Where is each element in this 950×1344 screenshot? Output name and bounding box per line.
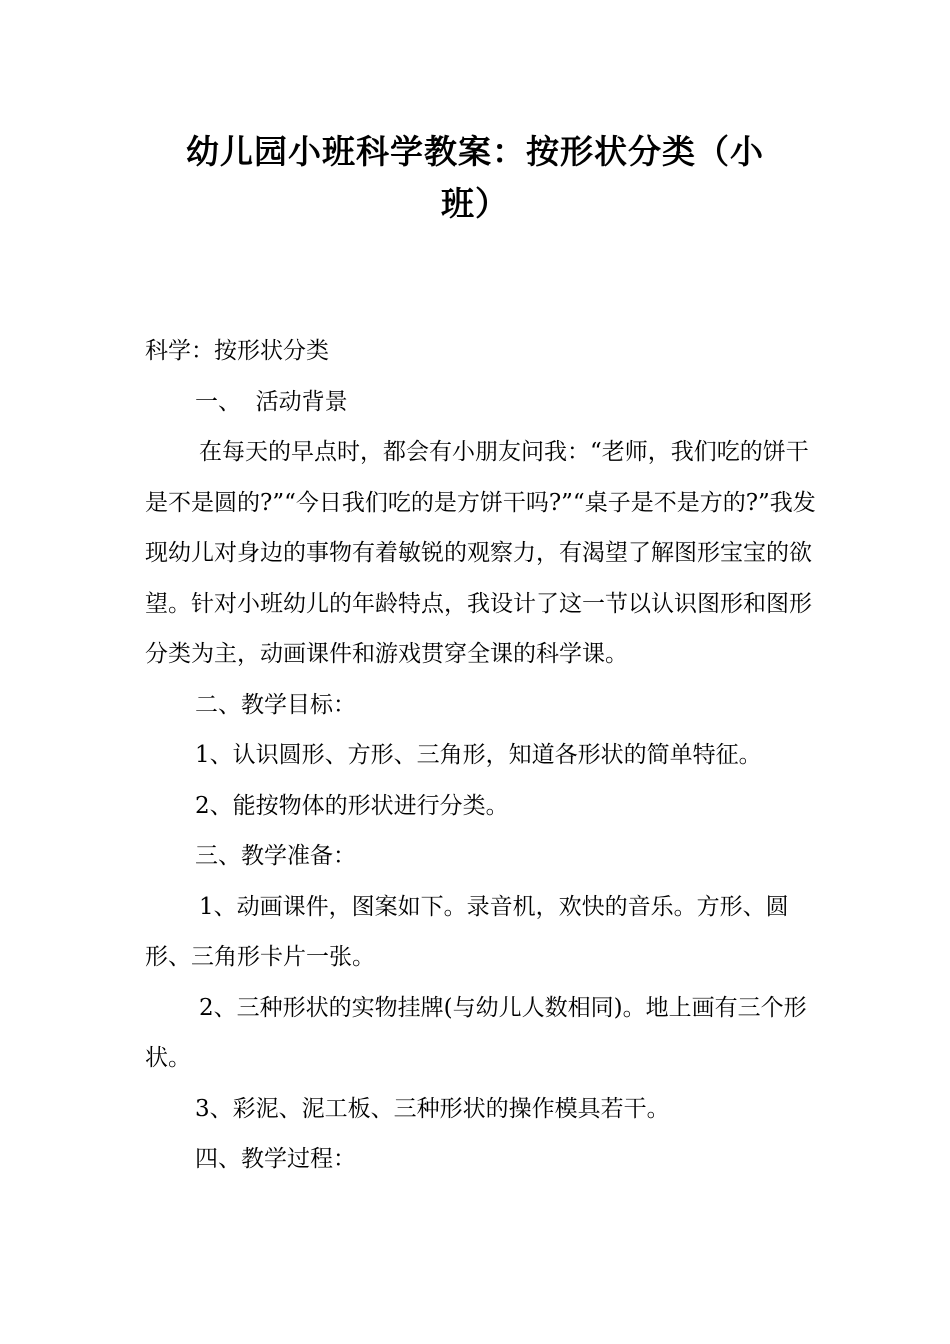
goal-item: 1、认识圆形、方形、三角形，知道各形状的简单特征。 (195, 742, 762, 768)
preparation-item: 1、动画课件，图案如下。录音机，欢快的音乐。方形、圆形、三角形卡片一张。 (145, 893, 789, 970)
subject-line: 科学：按形状分类 (145, 338, 329, 364)
preparation-item: 2、三种形状的实物挂牌(与幼儿人数相同)。地上画有三个形状。 (145, 994, 807, 1071)
document-body (145, 326, 825, 1185)
section-heading-preparation: 三、教学准备： (195, 843, 356, 869)
goal-item: 2、能按物体的形状进行分类。 (195, 792, 509, 819)
section-heading-goals: 二、教学目标： (195, 691, 356, 718)
document-title (150, 126, 800, 230)
background-paragraph: 在每天的早点时，都会有小朋友问我：“老师，我们吃的饼干是不是圆的?”“今日我们吃的是方饼干吗?”“桌子是不是方的?”我发现幼儿对身边的事物有着敏锐的观察力，有渴望了解图形宝宝的欲望。针对小班幼儿的年龄特点，我设计了这一节以认识图形和图形分类为主，动画课件和游戏贯穿全课的科学课。 (145, 439, 816, 667)
section-heading-process: 四、教学过程： (195, 1146, 356, 1172)
preparation-item: 3、彩泥、泥工板、三种形状的操作模具若干。 (195, 1095, 670, 1122)
section-heading-background: 一、 活动背景 (195, 388, 348, 415)
title-line-1: 幼儿园小班科学教案：按形状分类（小 (186, 132, 764, 171)
title-line-2: 班） (441, 184, 509, 223)
